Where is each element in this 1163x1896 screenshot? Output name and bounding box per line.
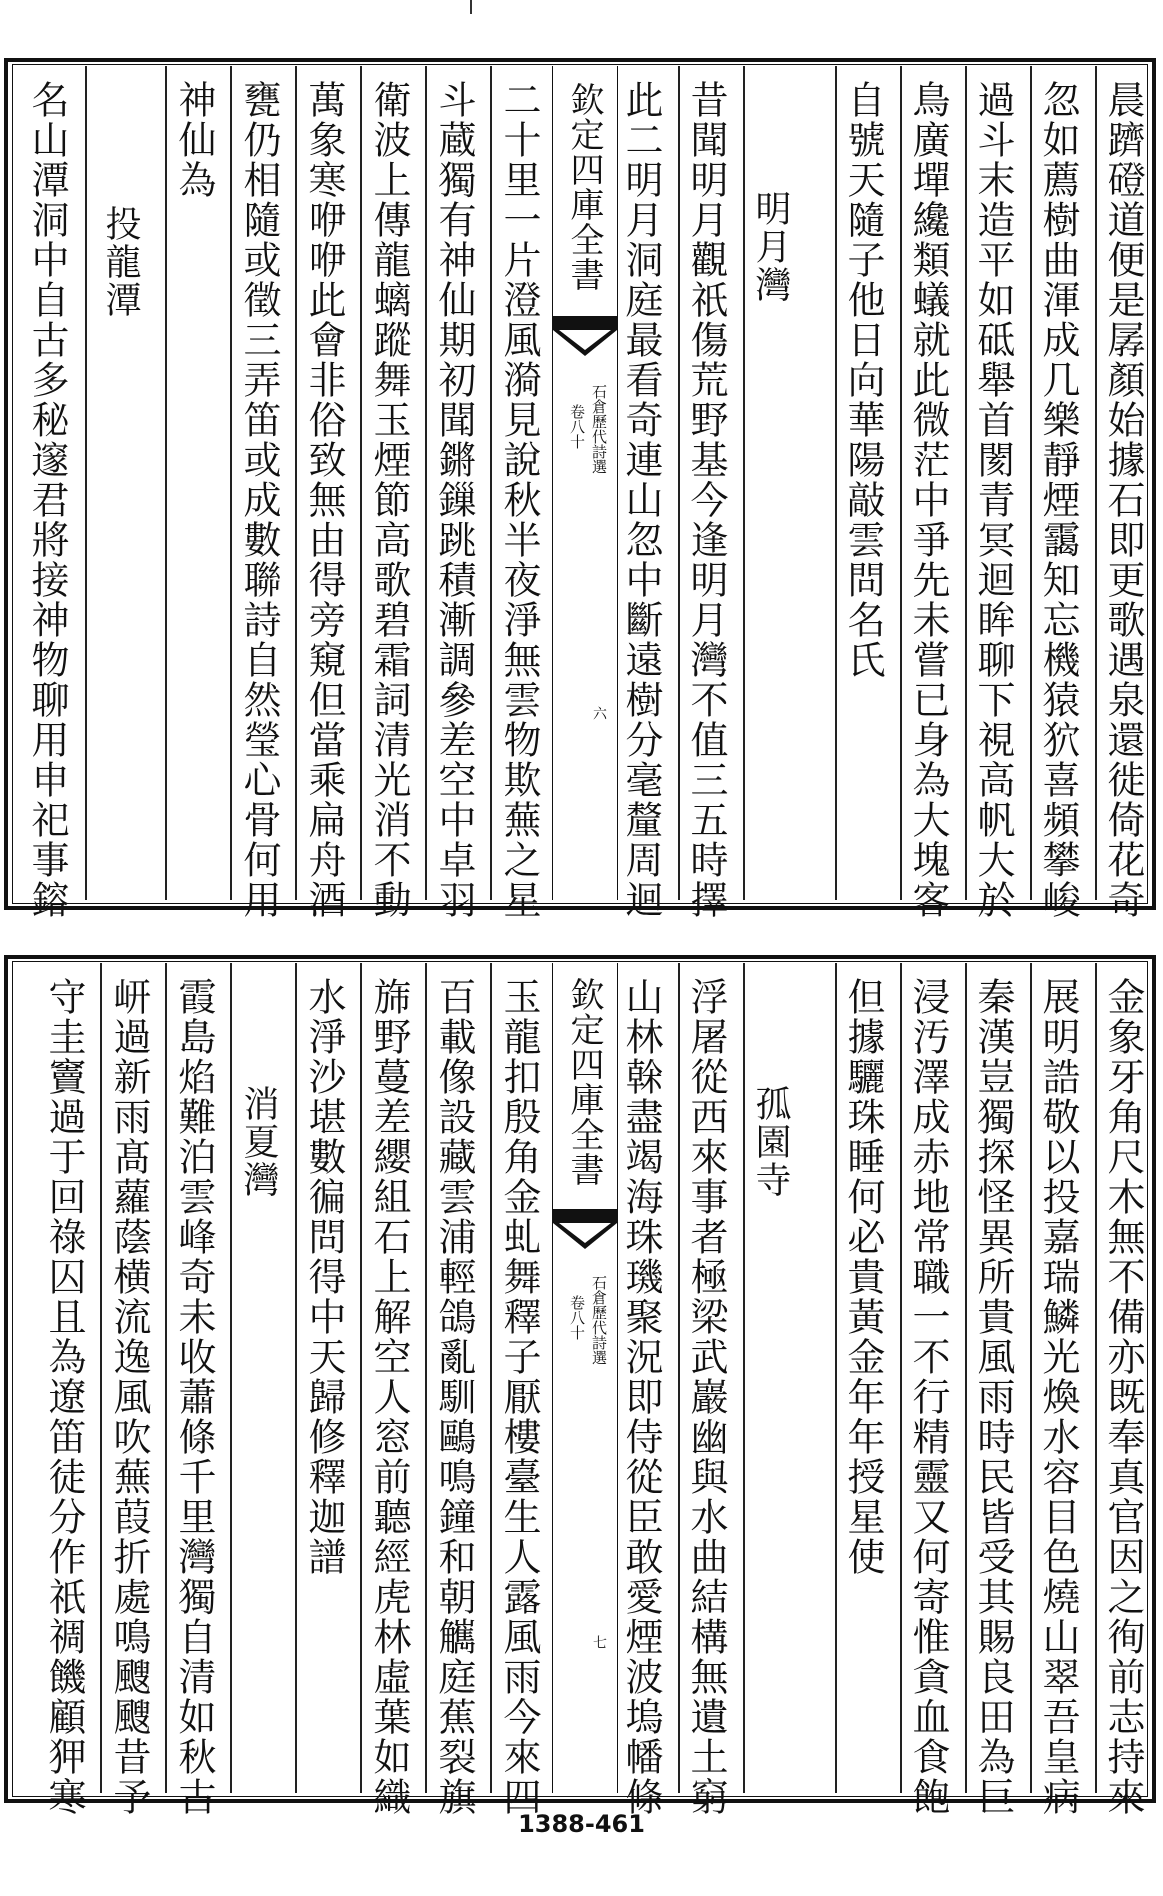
text-column: 忽如薦樹曲渾成几樂靜煙靄知忘機猿狖喜頻攀峻 — [1036, 80, 1080, 920]
text-column: 二十里一片澄風漪見說秋半夜淨無雲物欺蕪之星 — [497, 80, 541, 920]
text-column: 守圭竇過于回祿囚且為遼笛徒分作祇禂饑顧狎寒 — [42, 977, 86, 1817]
text-column: 水淨沙堪數徧問得中天歸修釋迦譜 — [302, 977, 346, 1577]
column-rule — [230, 963, 232, 1793]
spine-volume: 卷八十 — [568, 404, 586, 449]
column-rule — [743, 66, 745, 900]
text-column: 金象牙角尺木無不備亦既奉真官因之徇前志持來 — [1101, 977, 1145, 1817]
fishtail-mark — [553, 1209, 617, 1259]
column-rule — [165, 66, 167, 900]
text-column: 鳥廣墠纔類蟻就此微茫中爭先未嘗已身為大塊客 — [906, 80, 950, 920]
top-page — [0, 0, 1163, 920]
text-column: 昔聞明月觀祇傷荒野基今逢明月灣不值三五時擇 — [684, 80, 728, 920]
column-rule — [360, 66, 362, 900]
footer-page-number: 1388-461 — [518, 1810, 645, 1838]
text-column: 山林榦盡竭海珠璣聚況即侍從臣敢愛煙波塢幡條 — [619, 977, 663, 1817]
page-spine — [552, 963, 618, 1793]
text-column: 甕仍相隨或徵三弄笛或成數聯詩自然瑩心骨何用 — [237, 80, 281, 920]
column-rule — [425, 66, 427, 900]
text-column: 秦漢豈獨探怪異所貴風雨時民皆受其賜良田為巨 — [971, 977, 1015, 1817]
column-rule — [743, 963, 745, 1793]
poem-title: 消夏灣 — [238, 1085, 279, 1199]
page-spine — [552, 66, 618, 900]
text-column: 萬象寒咿咿此會非俗致無由得旁窺但當乘扁舟酒 — [302, 80, 346, 920]
column-rule — [965, 66, 967, 900]
text-column: 旆野蔓差纓組石上解空人窓前聽經虎林虛葉如織 — [367, 977, 411, 1817]
column-rule — [490, 66, 492, 900]
column-rule — [165, 963, 167, 1793]
poem-title: 孤園寺 — [750, 1085, 791, 1199]
text-column: 過斗末造平如砥舉首閡青冥迴眸聊下視高帆大於 — [971, 80, 1015, 920]
text-column: 晨躋磴道便是孱顏始據石即更歌遇泉還徙倚花奇 — [1101, 80, 1145, 920]
spine-volume: 卷八十 — [568, 1295, 586, 1340]
text-column: 斗蔵獨有神仙期初聞鏘鏁跳積漸調參差空中卓羽 — [432, 80, 476, 920]
column-rule — [295, 66, 297, 900]
text-column: 玉龍扣殷角金虬舞釋子厭樓臺生人露風雨今來四 — [497, 977, 541, 1817]
column-rule — [678, 963, 680, 1793]
text-column: 展明誥敬以投嘉瑞鱗光煥水容目色燒山翠吾皇病 — [1036, 977, 1080, 1817]
column-rule — [1095, 963, 1097, 1793]
column-rule — [900, 66, 902, 900]
column-rule — [1030, 963, 1032, 1793]
text-column: 神仙為 — [172, 80, 216, 200]
poem-title: 投龍潭 — [100, 205, 141, 319]
poem-title: 明月灣 — [750, 190, 791, 304]
text-column: 但據驪珠睡何必貴黃金年年授星使 — [841, 977, 885, 1577]
column-rule — [1030, 66, 1032, 900]
text-column: 名山潭洞中自古多秘邃君將接神物聊用申祀事鎔 — [25, 80, 69, 920]
column-rule — [678, 66, 680, 900]
text-column: 自號天隨子他日向華陽敲雲問名氏 — [841, 80, 885, 680]
fishtail-mark — [553, 316, 617, 366]
text-column: 霞島焰難泊雲峰奇未收蕭條千里灣獨自清如秋古 — [172, 977, 216, 1817]
column-rule — [360, 963, 362, 1793]
column-rule — [835, 66, 837, 900]
crop-mark — [470, 0, 472, 14]
column-rule — [295, 963, 297, 1793]
text-column: 浮屠從西來事者極梁武巖幽與水曲結構無遺土窮 — [684, 977, 728, 1817]
text-column: 此二明月洞庭最看奇連山忽中斷遠樹分毫釐周迴 — [619, 80, 663, 920]
spine-title: 欽定四庫全書 — [564, 977, 604, 1187]
column-rule — [85, 66, 87, 900]
column-rule — [230, 66, 232, 900]
column-rule — [1095, 66, 1097, 900]
text-column: 衛波上傳龍螭蹤舞玉煙節高歌碧霜詞清光消不動 — [367, 80, 411, 920]
text-column: 百載像設藏雲浦輕鴿亂馴鷗鳴鐘和朝觽庭蕉裂旗 — [432, 977, 476, 1817]
column-rule — [900, 963, 902, 1793]
spine-book-title: 石倉歷代詩選 — [590, 1275, 608, 1365]
text-column: 岍過新雨髙蘿蔭横流逸風吹蕪葭折處鳴颼颼昔予 — [107, 977, 151, 1817]
spine-title: 欽定四庫全書 — [564, 82, 604, 292]
column-rule — [965, 963, 967, 1793]
spine-page-number: 六 — [591, 706, 607, 720]
column-rule — [100, 963, 102, 1793]
column-rule — [835, 963, 837, 1793]
spine-book-title: 石倉歷代詩選 — [590, 384, 608, 474]
column-rule — [490, 963, 492, 1793]
spine-page-number: 七 — [591, 1635, 607, 1649]
bottom-page — [0, 955, 1163, 1835]
text-column: 浸汚澤成赤地常職一不行精靈又何寄惟貪血食飽 — [906, 977, 950, 1817]
column-rule — [425, 963, 427, 1793]
